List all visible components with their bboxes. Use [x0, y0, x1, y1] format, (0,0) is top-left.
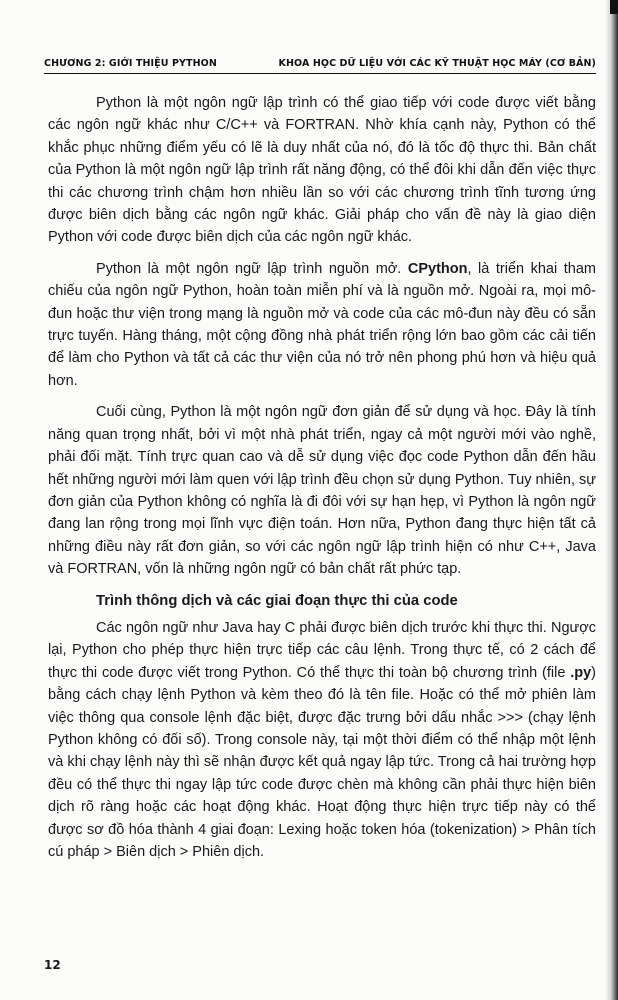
py-extension-term: .py [570, 664, 592, 681]
chapter-title: CHƯƠNG 2: GIỚI THIỆU PYTHON [44, 58, 217, 69]
paragraph-interpreter-rest: ) bằng cách chạy lệnh Python và kèm theo đó là tên file. Hoặc có thể mở phiên làm việc thông qua console lệnh đặc biệt, được đặc trưng bởi dấu nhắc >>> (chạy lệnh Python không có đối số). Trong console này, tại một thời điểm có thể nhập một lệnh và khi chạy lệnh này thì sẽ nhận được kết quả ngay lập tức. Trong cả hai trường hợp đều có thể thực thi ngay lập tức code được chèn mà không cần phải thực hiện biên dịch rõ ràng hoặc các hoạt động khác. Hoạt động thực hiện trực tiếp này có thể được sơ đồ hóa thành 4 giai đoạn: Lexing hoặc token hóa (tokenization) > Phân tích cú pháp > Biên dịch > Phiên dịch. [48, 664, 596, 860]
page-body [48, 92, 596, 863]
running-header [44, 56, 596, 72]
paragraph-interpreter [48, 617, 596, 863]
page-number: 12 [44, 958, 61, 972]
paragraph-open-source-start: Python là một ngôn ngữ lập trình nguồn mở. [96, 260, 408, 277]
page-edge-shadow [606, 0, 618, 1000]
edge-mark [610, 0, 618, 14]
paragraph-interpreter-start: Các ngôn ngữ như Java hay C phải được biên dịch trước khi thực thi. Ngược lại, Python cho phép thực hiện trực tiếp các câu lệnh. Trong thực tế, có 2 cách để thực thi code được viết trong Python. Có thể thực thi toàn bộ chương trình (file [48, 619, 596, 681]
paragraph-open-source [48, 258, 596, 392]
paragraph-interoperability: Python là một ngôn ngữ lập trình có thể giao tiếp với code được viết bằng các ngôn ngữ khác như C/C++ và FORTRAN. Nhờ khía cạnh này, Python có thể khắc phục những điểm yếu có lẽ là duy nhất của nó, đó là tốc độ thực thi. Bản chất của Python là một ngôn ngữ lập trình rất năng động, có thể đôi khi dẫn đến việc thực thi các chương trình chậm hơn nhiều lần so với các chương trình tĩnh tương ứng được biên dịch bằng các ngôn ngữ khác. Giải pháp cho vấn đề này là giao diện Python với code được biên dịch của các ngôn ngữ khác. [48, 95, 596, 246]
cpython-term: CPython [407, 260, 468, 277]
paragraph-simplicity: Cuối cùng, Python là một ngôn ngữ đơn giản để sử dụng và học. Đây là tính năng quan trọng nhất, bởi vì một nhà phát triển, ngay cả một người mới vào nghề, phải đối mặt. Tính trực quan cao và dễ sử dụng việc đọc code Python dẫn đến hầu hết những người mới làm quen với lập trình đều chọn sử dụng Python. Tuy nhiên, sự đơn giản của Python không có nghĩa là đi đôi với sự hạn hẹp, vì Python là ngôn ngữ đang lan rộng trong mọi lĩnh vực điện toán. Hơn nữa, Python đang thực hiện tất cả những điều này rất đơn giản, so với các ngôn ngữ lập trình hiện có như C++, Java và FORTRAN, vốn là những ngôn ngữ có bản chất rất phức tạp. [48, 404, 596, 578]
paragraph-open-source-rest: , là triển khai tham chiếu của ngôn ngữ Python, hoàn toàn miễn phí và là nguồn mở. Ngoài ra, mọi mô-đun hoặc thư viện trong mạng là nguồn mở và code của các mô-đun này đều có sẵn trực tuyến. Hàng tháng, một cộng đồng nhà phát triển rộng lớn bao gồm các cải tiến để làm cho Python và tất cả các thư viện của nó trở nên phong phú hơn và hiệu quả hơn. [48, 260, 596, 389]
header-divider [44, 73, 596, 74]
section-heading: Trình thông dịch và các giai đoạn thực thi của code [96, 592, 458, 609]
book-title: KHOA HỌC DỮ LIỆU VỚI CÁC KỸ THUẬT HỌC MÁY (CƠ BẢN) [278, 58, 596, 69]
